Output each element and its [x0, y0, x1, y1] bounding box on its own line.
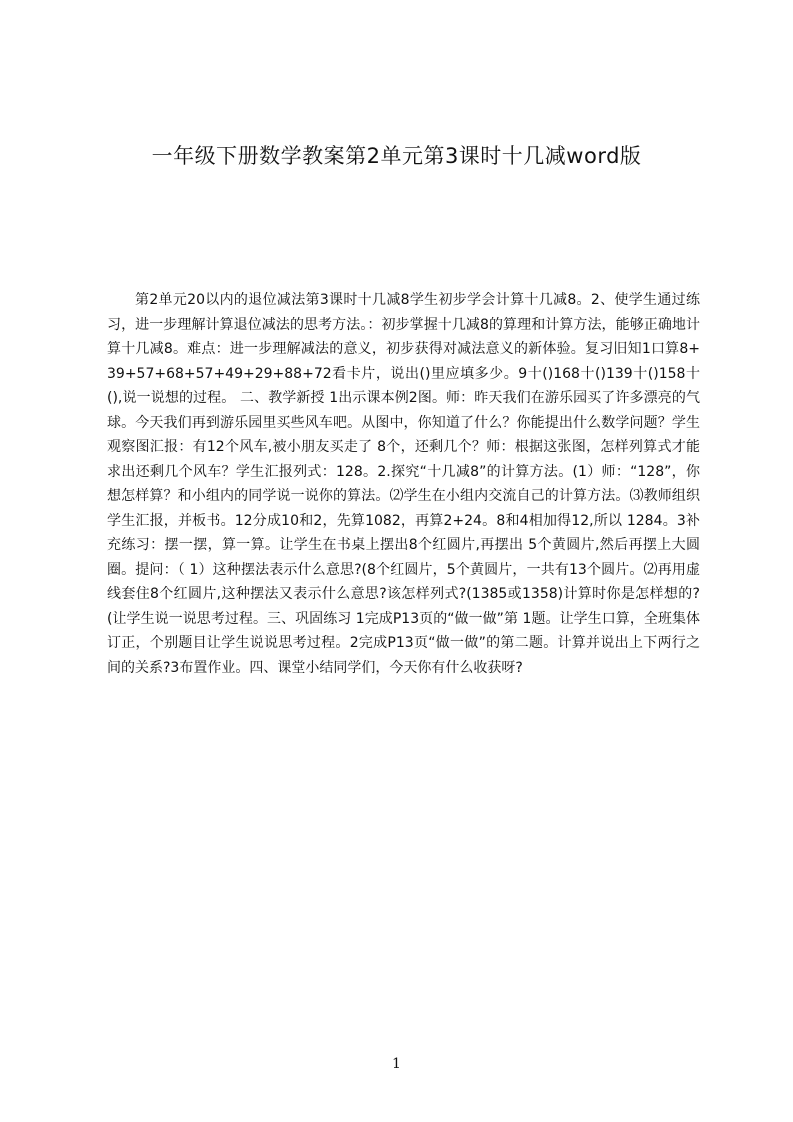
page-number: 1 — [392, 1056, 401, 1072]
document-title: 一年级下册数学教案第2单元第3课时十几减word版 — [151, 144, 642, 168]
document-body-paragraph: 第2单元20以内的退位减法第3课时十几减8学生初步学会计算十几减8。2、使学生通过练习，进一步理解计算退位减法的思考方法。：初步掌握十几减8的算理和计算方法，能够正确地计算十几减8。难点：进一步理解减法的意义，初步获得对减法意义的新体验。复习旧知1口算8+39+57+68+57+49+29+88+72看卡片，说出()里应填多少。9十()168十()139十()158十(),说一说想的过程。 二、教学新授 1出示课本例2图。师：昨天我们在游乐园买了许多漂亮的气球。今天我们再到游乐园里买些风车吧。从图中，你知道了什么？你能提出什么数学问题？学生观察图汇报：有12个风车,被小朋友买走了 8个，还剩几个？师：根据这张图，怎样列算式才能求出还剩几个风车？学生汇报列式：128。2.探究“十几减8”的计算方法。(1）师：“128”，你想怎样算？和小组内的同学说一说你的算法。⑵学生在小组内交流自己的计算方法。⑶教师组织学生汇报，并板书。12分成10和2，先算1082，再算2+24。8和4相加得12,所以 1284。3补充练习：摆一摆，算一算。让学生在书桌上摆出8个红圆片,再摆出 5个黄圆片,然后再摆上大圆圈。提问：（ 1）这种摆法表示什么意思?(8个红圆片，5个黄圆片，一共有13个圆片。⑵再用虚线套住8个红圆片,这种摆法又表示什么意思?该怎样列式?(1385或1358)计算时你是怎样想的?(让学生说一说思考过程。三、巩固练习 1完成P13页的“做一做”第 1题。让学生口算，全班集体订正，个别题目让学生说说思考过程。2完成P13页“做一做”的第二题。计算并说出上下两行之间的关系?3布置作业。四、课堂小结同学们，今天你有什么收获呀? — [107, 292, 700, 676]
